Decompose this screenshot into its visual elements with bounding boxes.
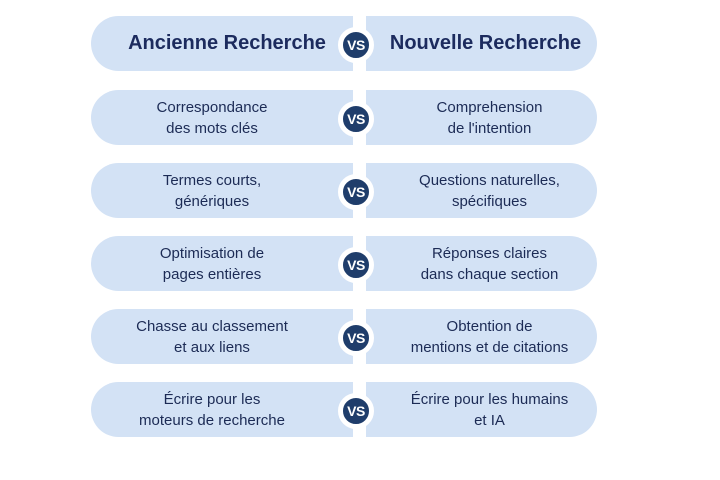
comparison-row xyxy=(91,90,597,145)
new-item-text: Écrire pour les humains et IA xyxy=(410,390,569,429)
new-item-text: Comprehension de l'intention xyxy=(436,98,543,137)
old-item xyxy=(91,163,353,218)
old-item-text: Termes courts, génériques xyxy=(162,171,262,210)
old-item xyxy=(91,236,353,291)
vs-badge: VS xyxy=(338,174,374,210)
old-item-text: Écrire pour les moteurs de recherche xyxy=(139,390,285,429)
comparison-row xyxy=(91,382,597,437)
old-item-text: Chasse au classement et aux liens xyxy=(136,317,288,356)
old-item xyxy=(91,382,353,437)
header-new-search xyxy=(366,16,597,71)
vs-badge: VS xyxy=(338,101,374,137)
vs-badge: VS xyxy=(338,393,374,429)
comparison-row xyxy=(91,309,597,364)
new-item-text: Obtention de mentions et de citations xyxy=(410,317,569,356)
new-item-text: Questions naturelles, spécifiques xyxy=(419,171,560,210)
comparison-row xyxy=(91,163,597,218)
vs-badge: VS xyxy=(338,320,374,356)
vs-badge: VS xyxy=(338,27,374,63)
new-item xyxy=(366,236,597,291)
header-left-label: Ancienne Recherche xyxy=(128,32,326,54)
comparison-row xyxy=(91,236,597,291)
old-item-text: Optimisation de pages entières xyxy=(159,244,265,283)
vs-badge: VS xyxy=(338,247,374,283)
new-item xyxy=(366,163,597,218)
header-row xyxy=(91,16,597,71)
header-right-label: Nouvelle Recherche xyxy=(389,32,582,54)
new-item-text: Réponses claires dans chaque section xyxy=(420,244,559,283)
old-item xyxy=(91,90,353,145)
new-item xyxy=(366,90,597,145)
old-item xyxy=(91,309,353,364)
header-old-search xyxy=(91,16,353,71)
new-item xyxy=(366,309,597,364)
new-item xyxy=(366,382,597,437)
old-item-text: Correspondance des mots clés xyxy=(156,98,268,137)
